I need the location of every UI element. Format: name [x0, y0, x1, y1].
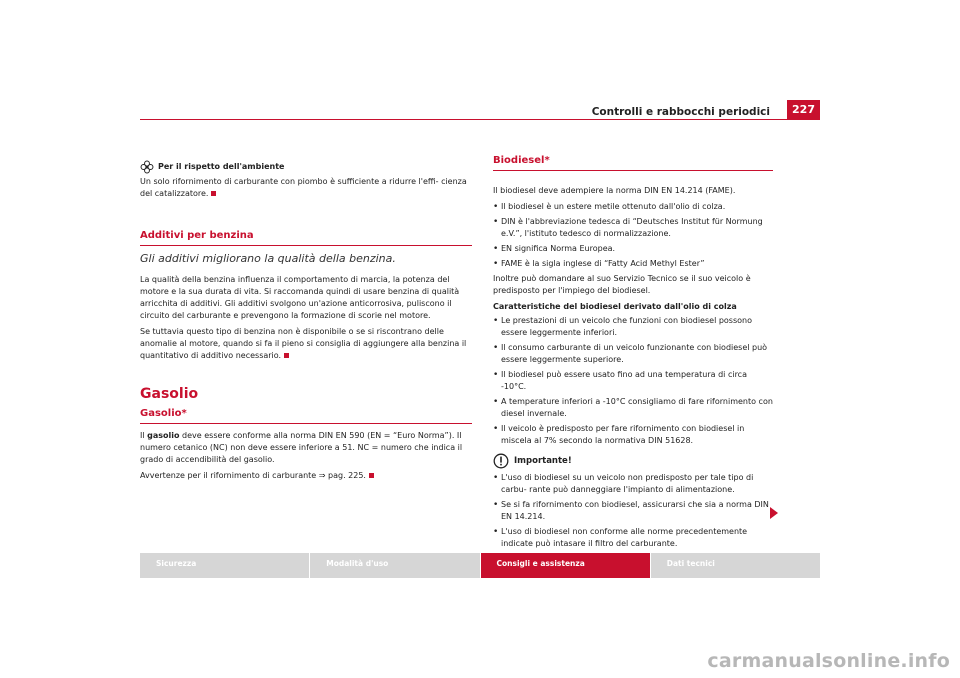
list-item: • Il consumo carburante di un veicolo funzionante con biodiesel può essere leggermente superiore. — [493, 343, 768, 364]
additives-paragraph-2: Se tuttavia questo tipo di benzina non è disponibile o se si riscontrano delle anomalie al motore, quando si fa il pieno si consiglia di aggiungere alla benzina il quantitativo di additivo necessario. — [140, 327, 467, 360]
warning-icon — [493, 453, 509, 469]
list-item: • L'uso di biodiesel su un veicolo non predisposto per tale tipo di carbu- rante può danneggiare l'impianto di alimentazione. — [493, 473, 754, 494]
end-mark — [284, 353, 289, 358]
list-item: • EN significa Norma Europea. — [493, 244, 616, 254]
list-item: • Se si fa rifornimento con biodiesel, assicurarsi che sia a norma DIN EN 14.214. — [493, 500, 769, 521]
gasolio-refuel-link[interactable]: Avvertenze per il rifornimento di carburante ⇒ pag. 225. — [140, 471, 366, 480]
watermark: carmanualsonline.info — [707, 650, 950, 672]
flower-icon — [140, 160, 154, 174]
footer-tabs — [140, 553, 820, 578]
list-item: • DIN è l'abbreviazione tedesca di “Deutsches Institut für Normung e.V.”, l'istituto tedesco di normalizzazione. — [493, 217, 763, 238]
gasolio-bold-term: gasolio — [147, 431, 180, 440]
section-header-title: Controlli e rabbocchi periodici — [591, 106, 770, 118]
list-item: • Il biodiesel può essere usato fino ad una temperatura di circa -10°C. — [493, 370, 747, 391]
tab-sicurezza[interactable]: Sicurezza — [140, 553, 310, 578]
additives-paragraph-1: La qualità della benzina influenza il comportamento di marcia, la potenza del motore e la sua durata di vita. Si raccomanda quindi di usare benzina di qualità arricchita di additivi. Gli additivi svolgono un'azione anticorrosiva, puliscono il circuito del carburante e prevengono la formazione di scorie nel motore. — [140, 275, 460, 320]
biodiesel-title: Biodiesel* — [493, 155, 773, 171]
end-mark — [211, 191, 216, 196]
list-item: • Le prestazioni di un veicolo che funzioni con biodiesel possono essere leggermente inferiori. — [493, 316, 753, 337]
list-item: • A temperature inferiori a -10°C consigliamo di fare rifornimento con diesel invernale. — [493, 397, 773, 418]
next-page-arrow-icon[interactable] — [770, 507, 778, 519]
tab-consigli-e-assistenza[interactable]: Consigli e assistenza — [481, 553, 651, 578]
list-item: • Il veicolo è predisposto per fare rifornimento con biodiesel in miscela al 7% secondo la normativa DIN 51628. — [493, 424, 745, 445]
environment-note-text: Un solo rifornimento di carburante con piombo è sufficiente a ridurre l'effi- cienza del catalizzatore. — [140, 177, 467, 198]
gasolio-paragraph-1: Il gasolio deve essere conforme alla norma DIN EN 590 (EN = “Euro Norma”). Il numero cetanico (NC) non deve essere inferiore a 51. NC = numero che indica il grado di accendibilità del gasolio. — [140, 431, 463, 464]
list-item: • FAME è la sigla inglese di “Fatty Acid Methyl Ester” — [493, 259, 705, 269]
list-item: • L'uso di biodiesel non conforme alle norme precedentemente indicate può intasare il filtro del carburante. — [493, 527, 748, 548]
important-title: Importante! — [514, 456, 572, 466]
biodiesel-intro: Il biodiesel deve adempiere la norma DIN EN 14.214 (FAME). — [493, 186, 736, 195]
environment-note-title: Per il rispetto dell'ambiente — [158, 162, 285, 171]
additives-title: Additivi per benzina — [140, 230, 472, 246]
right-column — [493, 155, 773, 553]
biodiesel-service-note: Inoltre può domandare al suo Servizio Tecnico se il suo veicolo è predisposto per l'impiego del biodiesel. — [493, 274, 751, 295]
page-number: 227 — [787, 100, 820, 120]
important-heading — [493, 453, 773, 469]
tab-modalita-duso[interactable]: Modalità d'uso — [310, 553, 480, 578]
left-column — [140, 160, 472, 486]
header-rule — [140, 119, 820, 120]
list-item: • Il biodiesel è un estere metile ottenuto dall'olio di colza. — [493, 202, 726, 212]
end-mark — [369, 473, 374, 478]
gasolio-chapter-title: Gasolio — [140, 386, 199, 402]
additives-subtitle: Gli additivi migliorano la qualità della benzina. — [140, 252, 396, 265]
biodiesel-characteristics-title: Caratteristiche del biodiesel derivato dall'olio di colza — [493, 302, 737, 311]
tab-dati-tecnici[interactable]: Dati tecnici — [651, 553, 820, 578]
gasolio-title: Gasolio* — [140, 408, 472, 424]
environment-note-heading — [140, 160, 472, 174]
